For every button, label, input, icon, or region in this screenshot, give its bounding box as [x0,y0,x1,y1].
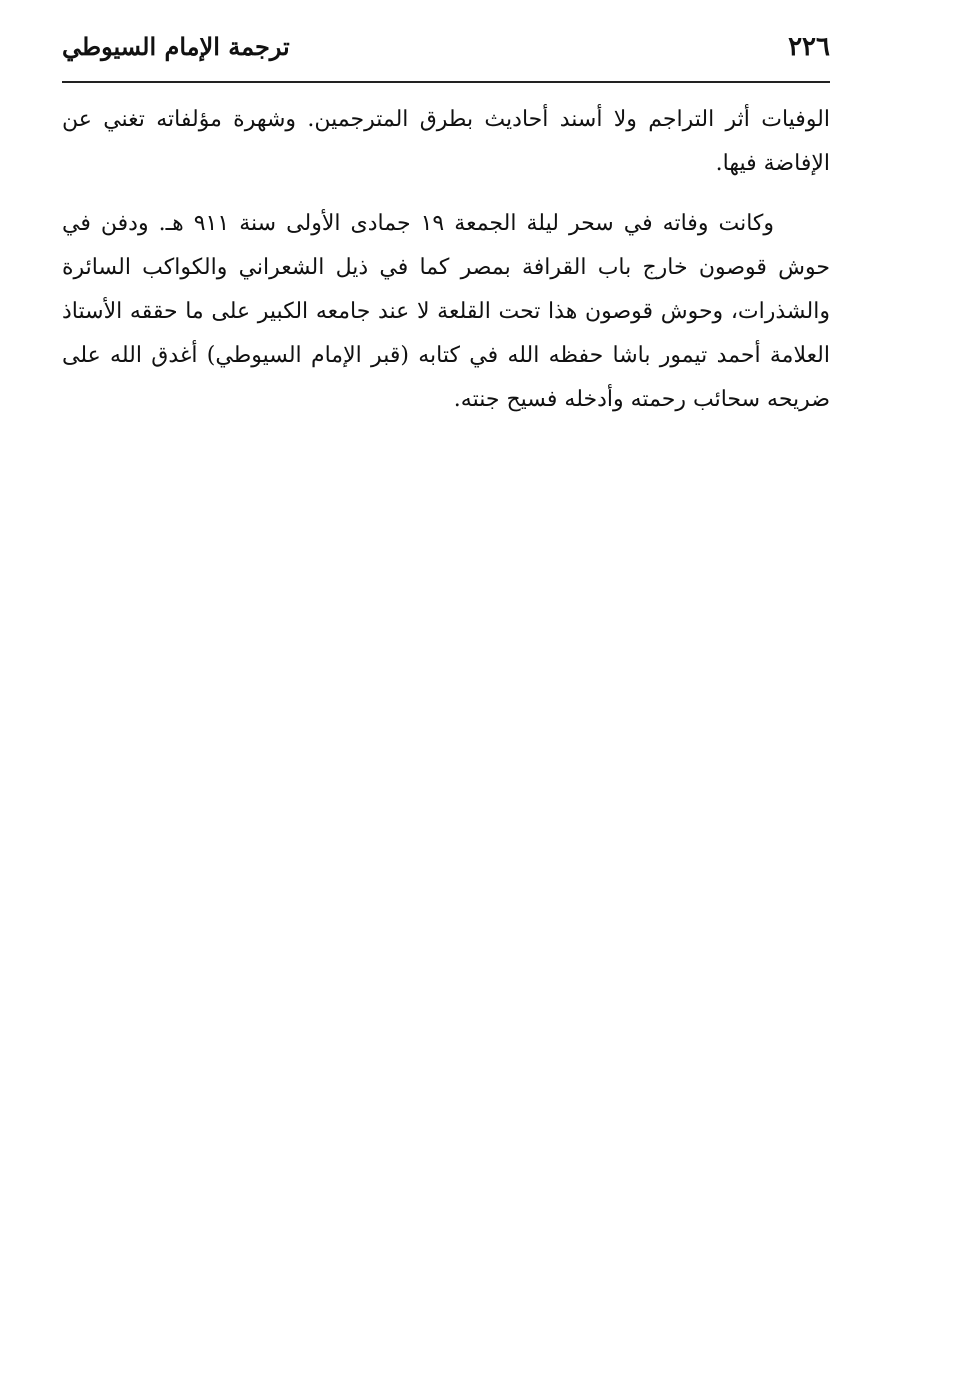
paragraph: وكانت وفاته في سحر ليلة الجمعة ١٩ جمادى الأولى سنة ٩١١ هـ. ودفن في حوش قوصون خارج باب القرافة بمصر كما في ذيل الشعراني والكواكب السائرة والشذرات، وحوش قوصون هذا تحت القلعة لا عند جامعه الكبير على ما حققه الأستاذ العلامة أحمد تيمور باشا حفظه الله في كتابه (قبر الإمام السيوطي) أغدق الله على ضريحه سحائب رحمته وأدخله فسيح جنته. [62,211,830,412]
header-rule [62,81,830,83]
body-text [62,98,830,422]
paragraph: الوفيات أثر التراجم ولا أسند أحاديث بطرق المترجمين. وشهرة مؤلفاته تغني عن الإفاضة فيها. [62,107,830,176]
running-title: ترجمة الإمام السيوطي [62,32,290,61]
page-number: ٢٢٦ [788,32,830,62]
running-head [62,26,830,78]
